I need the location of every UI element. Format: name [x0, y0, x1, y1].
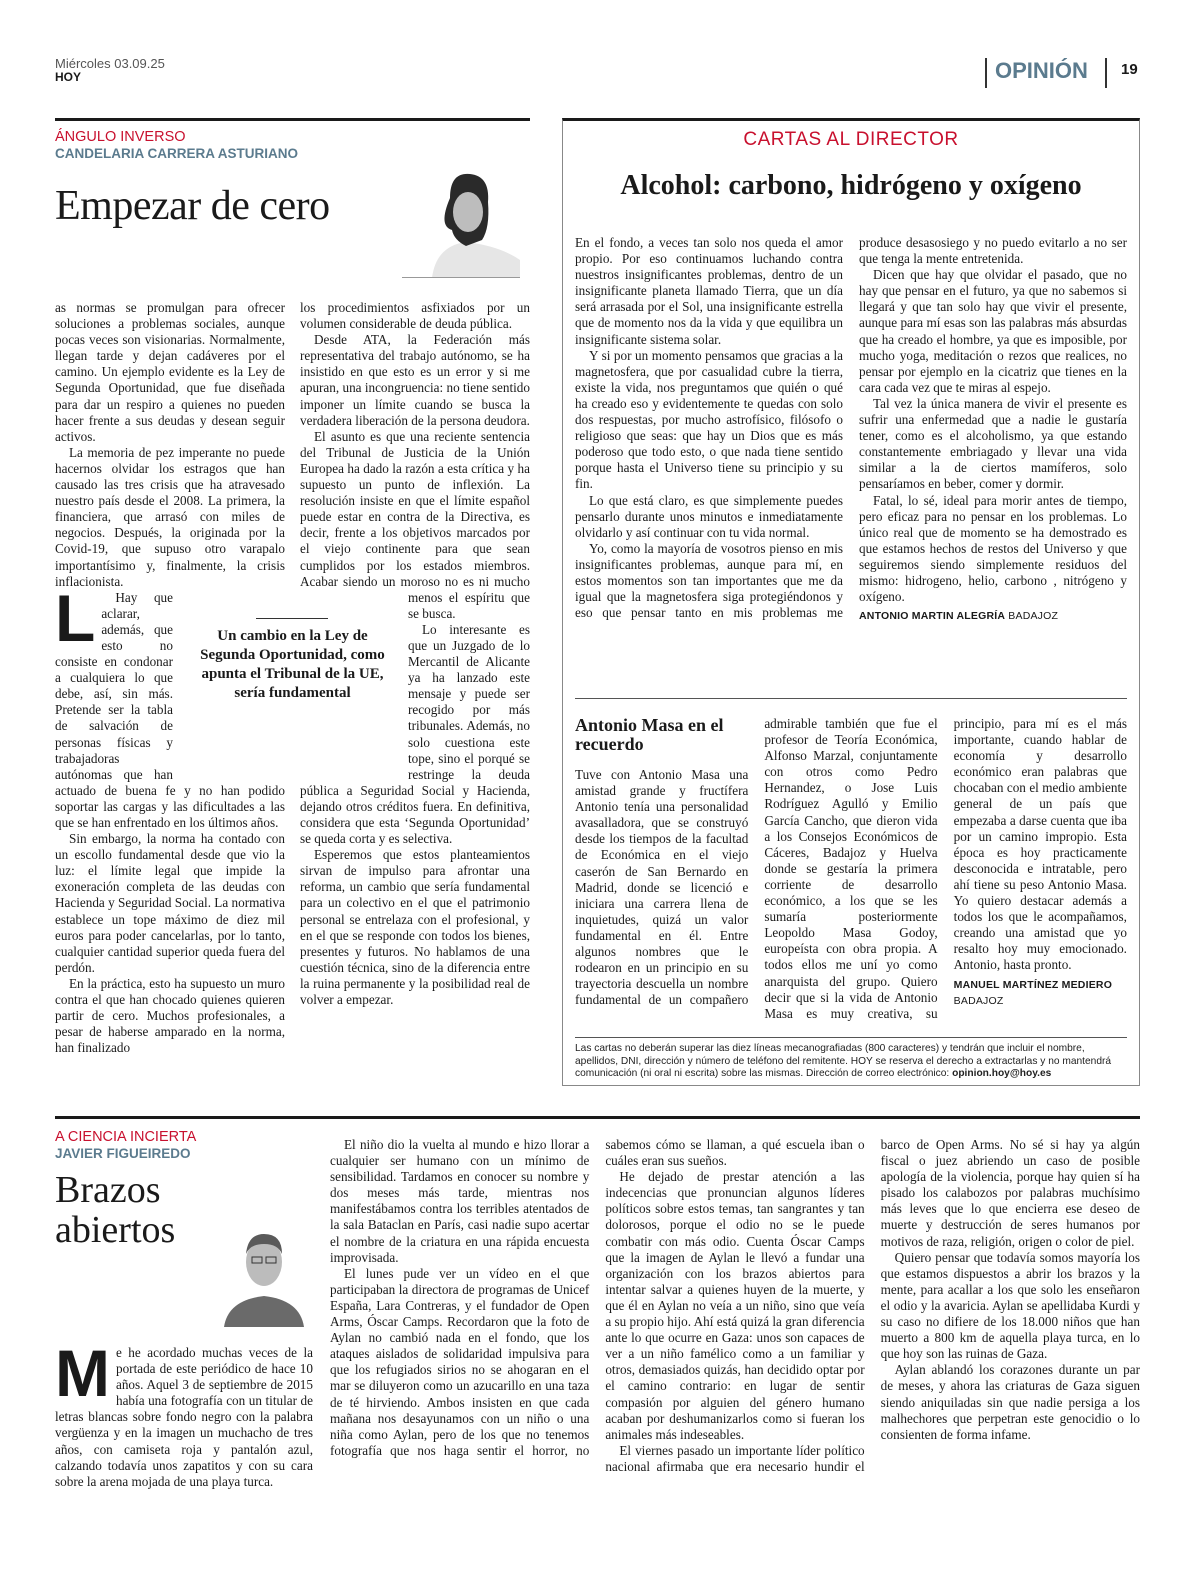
drop-cap: L	[55, 581, 96, 655]
author-photo	[222, 1222, 306, 1327]
section-title: CARTAS AL DIRECTOR	[743, 129, 959, 150]
letter-body	[575, 235, 1127, 690]
section-rule	[55, 118, 530, 121]
paragraph: En la práctica, esto ha supuesto un muro contra el que han chocado quienes quieren partir de cero. Muchos profesionales, a pesar de haberse amparado en la norma, han finalizado	[55, 975, 285, 1056]
paragraph: Esperemos que estos planteamientos sirvan de impulso para afrontar una reforma, un cambio que sería fundamental para un colectivo en el que el patrimonio personal se entrelaza con el profesional, y en el que se responde con todos los bienes, presentes y futuros. No hablamos de una cuestión técnica, sino de la diferencia entre la ruina permanente y la posibilidad real de volver a empezar.	[300, 847, 530, 1008]
signature-city: BADAJOZ	[953, 994, 1004, 1007]
paragraph: Y si por un momento pensamos que gracias a la magnetosfera, que por casualidad cubre la tierra, existe la vida, nos preguntamos que quién o qué ha creado eso y evidentemente te quedas con solo dos respuestas, por mucho astrofísico, filósofo o religioso que seas: que hay un Dios que es más poderoso que todo esto, o que nada tiene sentido porque hasta el Universo tiene su principio y su fin.	[575, 347, 843, 492]
author-name: CANDELARIA CARRERA ASTURIANO	[55, 146, 298, 161]
paragraph: as normas se promulgan para ofrecer soluciones a problemas sociales, aunque pocas veces son visionarias. Normalmente, llegan tarde y dejan cadáveres por el camino. Un ejemplo evidente es la Ley de Segunda Oportunidad, que fue diseñada para dar un respiro a quienes no pueden hacer frente a sus deudas y desean seguir activos.	[55, 300, 285, 444]
article-title: Brazos abiertos	[55, 1169, 176, 1251]
letters-footnote	[575, 1043, 1127, 1081]
paragraph: Lo interesante es que un Juzgado de lo Mercantil de Alicante ya ha lanzado este mensaje y puede ser recogido por más tribunales. Además, no solo cuestiona este tope, sino el porqué se restringe la deuda pública a Seguridad Social y Hacienda, dejando otros créditos fuera. En definitiva, considera que esta ‘Segunda Oportunidad’ se queda corta y es selectiva.	[300, 621, 530, 847]
letter-title: Antonio Masa en el recuerdo	[575, 715, 724, 754]
paragraph: e he acordado muchas veces de la portada de este periódico de hace 10 años. Aquel 3 de septiembre de 2015 había una fotografía con un titular de letras blancas sobre fondo negro con la palabra vergüenza y en la imagen un muchacho de tres años, con camiseta roja y pantalón azul, calzando todavía unos zapatitos y con su cara sobre la arena mojada de una playa turca.	[55, 1345, 313, 1489]
article-body	[330, 1137, 1140, 1512]
section-name: OPINIÓN	[995, 58, 1088, 83]
paragraph: Yo, como la mayoría de vosotros pienso en mis insignificantes problemas, aunque para mí, en estos momentos son tan importantes que me da igual que la magnetosfera siga protegiéndonos y eso que pensar tanto en mis problemas me produce desasosiego y no puedo evitarlo a no ser que tenga la mente entretenida.	[575, 235, 1127, 621]
divider	[575, 698, 1127, 699]
paragraph: El niño dio la vuelta al mundo e hizo llorar a cualquier ser humano con un mínimo de sensibilidad. Tardamos en conocer su nombre y dos meses más tarde, mientras nos manifestábamos contra los terribles atentados de la sala Bataclan en París, casi nadie supo acertar el nombre de la criatura en una rápida encuesta improvisada.	[330, 1137, 590, 1265]
paragraph: Tal vez la única manera de vivir el presente es sufrir una enfermedad que a nadie le gustaría tener, como es el alcoholismo, ya que estando constantemente embriagado y llevar una vida similar a la de ciertos mamíferos, solo pensaríamos en beber, comer y dormir.	[859, 395, 1127, 492]
letter-title: Alcohol: carbono, hidrógeno y oxígeno	[620, 170, 1082, 201]
paragraph: He dejado de prestar atención a las indecencias que pronuncian algunos líderes políticos sobre estos temas, tan sangrantes y tan dolorosos, porque el odio no se le puede combatir con más odio. Cuenta Óscar Camps que la imagen de Aylan le llevó a fundar una organización con los brazos abiertos para intentar salvar a quienes huyen de la muerte, y que él en Aylan no veía a un niño, sino que veía a su propio hijo. Ahí está quizá la gran diferencia ante lo que ocurre en Gaza: unos son capaces de ver a un niño famélico como a un familiar y otros, demasiados quizás, han decidido optar por el camino contrario: en lugar de sentir compasión por alguien del género humano acaban por deshumanizarlos como si fueran los animales más indeseables.	[605, 1169, 865, 1442]
paragraph: El lunes pude ver un vídeo en el que participaban la directora de programas de Unicef España, Lara Contreras, y el fundador de Open Arms, Óscar Camps. Recordaron que la foto de Aylan no cambió nada en el fondo, que los ataques aislados de solidaridad impulsiva para que los refugiados sirios no se ahogaran en el mar se diluyeron como un azucarillo en una taza de té hirviendo. Ambos insisten en que cada mañana nos desayunamos con un niño o una niña como Aylan, pero de los que no tenemos fotografía que nos haga sentir el horror, no sabemos cómo se llaman, a qué escuela iban o cuáles eran sus sueños.	[330, 1137, 865, 1458]
paragraph: El asunto es que una reciente sentencia del Tribunal de Justicia de la Unión Europea ha dado la razón a esta crítica y ha supuesto un punto de inflexión. La resolución insiste en que el límite español puede estar en contra de la Directiva, es decir, frente a los objetivos marcados por el viejo continente para que sean cumplidos por los estados miembros. Acabar siendo un moroso no es ni mucho menos el espíritu que se busca.	[300, 428, 530, 621]
page-number: 19	[1121, 61, 1138, 78]
letter-body	[575, 716, 1127, 1028]
paragraph: Hay que aclarar, además, que esto no consiste en condonar a cualquiera lo que debe, así, sin más. Pretende ser la tabla de salvación de personas físicas y trabajadoras autónomas que han actuado de buena fe y no han podido soportar las cargas y las dificultades a las que se han enfrentado en los últimos años.	[55, 589, 285, 830]
divider	[402, 277, 520, 278]
paragraph: El viernes pasado un importante líder político nacional afirmaba que era necesario hundir el barco de Open Arms. No sé si hay ya algún fiscal o juez abriendo un caso de posible apología de la violencia, porque hay quien sí ha pisado los calabozos por palabras muchísimo más leves que lo que encierra ese deseo de muerte y destrucción de seres humanos por motivos de raza, religión, origen o color de piel.	[605, 1137, 1140, 1474]
pull-quote: Un cambio en la Ley de Segunda Oportunidad, como apunta el Tribunal de la UE, sería fundamental	[200, 628, 385, 701]
paragraph: los procedimientos asfixiados por un volumen considerable de deuda pública.	[300, 300, 530, 332]
paragraph: La memoria de pez imperante no puede hacernos olvidar los estragos que han causado las tres crisis que ha atravesado nuestro país desde el 2008. La primera, la financiera, que arrasó con miles de negocios. Después, la originada por la Covid-19, que supuso otro varapalo importantísimo y, finalmente, la crisis inflacionista.	[55, 444, 285, 589]
author-name: JAVIER FIGUEIREDO	[55, 1146, 191, 1161]
divider	[985, 58, 987, 88]
signature-city: BADAJOZ	[1008, 610, 1059, 623]
issue-date: Miércoles 03.09.25	[55, 56, 165, 71]
article-title: Empezar de cero	[55, 183, 330, 229]
paragraph: Sin embargo, la norma ha contado con un escollo fundamental desde que vio la luz: el límite legal que impide la exoneración completa de las deudas con Hacienda y Seguridad Social. La normativa establece un tope máximo de diez mil euros para poder cancelarlas, por lo tanto, cualquier cantidad superior queda fuera del perdón.	[55, 831, 285, 975]
signature-name: MANUEL MARTÍNEZ MEDIERO	[953, 978, 1113, 991]
column-kicker: ÁNGULO INVERSO	[55, 129, 186, 145]
paragraph: Tuve con Antonio Masa una amistad grande y fructífera Antonio tenía una personalidad avasalladora, que se construyó desde los tiempos de la facultad de Económica en el viejo caserón de San Bernardo en Madrid, donde se licenció e iniciara una carrera llena de inquietudes, quizá un valor fundamental en él. Entre algunos nombres que le rodearon en un principio en su trayectoria descuella un nombre fundamental de un compañero admirable también que fue el profesor de Teoría Económica, Alfonso Marzal, conjuntamente con otros como Pedro Hernandez, o Jose Luis Rodríguez Agulló y Emilio García Cancho, que dieron vida a los Consejos Económicos de Cáceres, Badajoz y Huelva donde se gestaría la primera corriente de desarrollo económico, a los que se les sumaría posteriormente Leopoldo Masa Godoy, europeísta con obra propia. A todos ellos me uní yo como anarquista del grupo. Quiero decir que si la vida de Antonio Masa es muy creativa, su principio, para mí es el más importante, cuando hablar de economía y desarrollo económico eran palabras que chocaban con el medio ambiente general de un país que empezaba a darse cuenta que iba por un camino impropio. Esta época es hoy practicamente desconocida e intratable, pero ahí tiene su peso Antonio Masa. Yo quiero destacar además a todos los que le acompañamos, creando una amistad que yo resalto hoy muy emocionado. Antonio, hasta pronto.	[575, 716, 1127, 1021]
signature-name: ANTONIO MARTIN ALEGRÍA	[859, 610, 1006, 623]
paragraph: Quiero pensar que todavía somos mayoría los que estamos dispuestos a abrir los brazos y la mente, para acallar a los que solo les enseñaron el odio y la avaricia. Aylan se apellidaba Kurdi y su caso no difiere de los 18.000 niños que han muerto a 800 km de aquella playa turca, en lo que hoy son las ruinas de Gaza.	[880, 1249, 1140, 1362]
divider	[1105, 58, 1107, 88]
drop-cap: M	[55, 1336, 110, 1410]
paragraph: Lo que está claro, es que simplemente puedes pensarlo durante unos minutos e inmediatamente olvidarlo y así continuar con tu vida normal.	[575, 492, 843, 540]
email-link[interactable]: opinion.hoy@hoy.es	[952, 1068, 1052, 1079]
article-column-1	[55, 1336, 313, 1490]
column-kicker: A CIENCIA INCIERTA	[55, 1129, 197, 1145]
paragraph: En el fondo, a veces tan solo nos queda el amor propio. Por eso continuamos luchando contra nuestros insignificantes problemas, dentro de un insignificante planeta llamado Tierra, que un día será arrasada por el Sol, una insignificante estrella que de momento nos da la vida y que equilibra un insignificante sistema solar.	[575, 235, 843, 347]
divider	[256, 618, 328, 619]
newspaper-name: HOY	[55, 70, 82, 84]
paragraph: Desde ATA, la Federación más representativa del trabajo autónomo, se ha insistido en que esto es un error y si me apuran, una incongruencia: no tiene sentido imponer un límite cuando se busca la verdadera liberación de la persona deudora.	[300, 332, 530, 428]
paragraph: Aylan ablandó los corazones durante un par de meses, y ahora las criaturas de Gaza siguen siendo aniquiladas sin que nadie persiga a los malhechores que perpetran este genocidio o lo consienten de forma infame.	[880, 1362, 1140, 1442]
paragraph: Fatal, lo sé, ideal para morir antes de tiempo, pero eficaz para no pensar en los problemas. Lo único real que de momento se ha demostrado es que estamos hechos de restos del Universo y que seguiremos siendo simplemente residuos del mismo: hidrogeno, helio, carbono , nitrógeno y oxígeno.	[859, 492, 1127, 605]
author-photo	[410, 168, 522, 278]
letter-signature	[859, 608, 1127, 624]
footnote-text: Las cartas no deberán superar las diez líneas mecanografiadas (800 caracteres) y tendrán que incluir el nombre, apellidos, DNI, dirección y número de teléfono del remitente. HOY se reserva el derecho a extractarlas y no mantendrá comunicación (ni oral ni escrita) sobre las mismas. Dirección de correo electrónico:	[575, 1043, 1112, 1079]
paragraph: Dicen que hay que olvidar el pasado, que no hay que pensar en el futuro, ya que no sabemos si llegará y que tan solo hay que vivir el presente, aunque para mí esas son las palabras más absurdas que ha creado el hombre, ya que es imposible, por mucho yoga, meditación o rezos que realices, no pensar por ejemplo en la cicatriz que tienes en la cara cada vez que te miras al espejo.	[859, 267, 1127, 395]
section-rule	[55, 1116, 1140, 1119]
divider	[575, 1037, 1127, 1038]
